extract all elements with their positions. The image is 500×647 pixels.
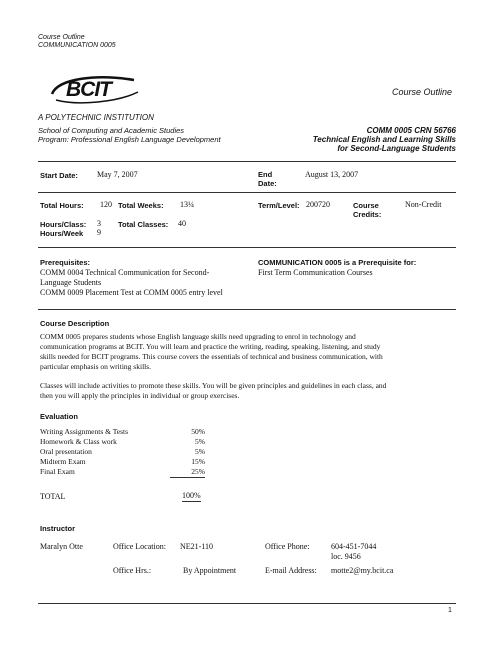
prerequisite-for-label: COMMUNICATION 0005 is a Prerequisite for: (258, 258, 417, 267)
course-credits-value: Non-Credit (405, 200, 442, 209)
school-name: School of Computing and Academic Studies (38, 126, 185, 135)
description-p1-line-2: communication programs at BCIT. You will learn and practice the writing, reading, speaking, listening, and study (40, 342, 381, 351)
description-p2-line-2: then you will apply the principles in individual or group exercises. (40, 391, 240, 400)
course-credits-label-2: Credits: (353, 210, 382, 219)
doc-title: Course Outline (392, 87, 453, 97)
logo-tagline: A POLYTECHNIC INSTITUTION (38, 113, 154, 122)
logo-text: BCIT (66, 78, 111, 101)
evaluation-values (170, 427, 205, 478)
office-hours-label: Office Hrs.: (113, 566, 152, 575)
start-date-label: Start Date: (40, 171, 78, 180)
course-title-line1: Technical English and Learning Skills (312, 135, 456, 144)
hours-rule (38, 247, 456, 248)
running-header-course: COMMUNICATION 0005 (38, 42, 116, 49)
total-weeks-label: Total Weeks: (118, 201, 164, 210)
email-label: E-mail Address: (265, 566, 317, 575)
course-description-heading: Course Description (40, 319, 110, 328)
total-classes-label: Total Classes: (118, 220, 169, 229)
evaluation-item-value: 25% (170, 467, 205, 478)
hours-per-class-value: 3 (97, 219, 101, 228)
end-date-label-2: Date: (258, 179, 277, 188)
page-number: 1 (448, 607, 452, 614)
prerequisite-line-2: Language Students (40, 278, 102, 287)
total-hours-value: 120 (100, 200, 112, 209)
course-title-line2: for Second-Language Students (337, 144, 456, 153)
evaluation-total-label: TOTAL (40, 492, 66, 501)
office-location-label: Office Location: (113, 542, 166, 551)
running-header-title: Course Outline (38, 34, 85, 41)
hours-per-week-value: 9 (97, 228, 101, 237)
hours-per-week-label: Hours/Week (40, 229, 84, 238)
office-location-value: NE21-110 (180, 542, 214, 551)
course-code: COMM 0005 CRN 56766 (366, 126, 456, 135)
description-p1-line-4: particular emphasis on writing skills. (40, 362, 152, 371)
hours-per-class-label: Hours/Class: (40, 220, 87, 229)
footer-rule (38, 603, 456, 604)
course-credits-label-1: Course (353, 201, 379, 210)
prerequisites-label: Prerequisites: (40, 258, 91, 267)
term-level-value: 200720 (306, 200, 330, 209)
start-date-value: May 7, 2007 (97, 170, 138, 179)
evaluation-item-name: Homework & Class work (40, 437, 117, 446)
evaluation-heading: Evaluation (40, 412, 78, 421)
prerequisite-line-3: COMM 0009 Placement Test at COMM 0005 entry level (40, 288, 223, 297)
total-classes-value: 40 (178, 219, 186, 228)
evaluation-item-name: Midterm Exam (40, 457, 86, 466)
evaluation-item-name: Oral presentation (40, 447, 92, 456)
prerequisite-for-value: First Term Communication Courses (258, 268, 373, 277)
evaluation-names (40, 427, 170, 477)
description-p1-line-3: skills needed for BCIT programs. This course covers the essentials of technical and business communication, with (40, 352, 383, 361)
dates-rule (38, 192, 456, 193)
description-p2-line-1: Classes will include activities to promote these skills. You will be given principles and guidelines in each class, and (40, 381, 387, 390)
evaluation-total-value: 100% (182, 491, 201, 500)
evaluation-item-value: 15% (191, 457, 205, 466)
term-level-label: Term/Level: (258, 201, 300, 210)
program-name: Program: Professional English Language Development (38, 135, 221, 144)
total-hours-label: Total Hours: (40, 201, 84, 210)
header-rule (38, 161, 456, 162)
description-p1-line-1: COMM 0005 prepares students whose English language skills need upgrading to enrol in technology and (40, 332, 356, 341)
office-phone-value: 604-451-7044 (331, 542, 377, 551)
office-phone-extension: loc. 9456 (331, 552, 361, 561)
total-weeks-value: 13¼ (180, 200, 194, 209)
instructor-name: Maralyn Otte (40, 542, 83, 551)
end-date-label-1: End (258, 170, 273, 179)
bcit-logo (38, 72, 150, 108)
prereq-rule (38, 309, 456, 310)
office-phone-label: Office Phone: (265, 542, 310, 551)
evaluation-item-value: 50% (191, 427, 205, 436)
evaluation-item-name: Writing Assignments & Tests (40, 427, 128, 436)
evaluation-item-value: 5% (195, 437, 205, 446)
office-hours-value: By Appointment (183, 566, 237, 575)
instructor-heading: Instructor (40, 524, 76, 533)
evaluation-item-value: 5% (195, 447, 205, 456)
evaluation-item-name: Final Exam (40, 467, 75, 476)
email-value[interactable]: motte2@my.bcit.ca (331, 566, 394, 575)
end-date-value: August 13, 2007 (305, 170, 359, 179)
prerequisite-line-1: COMM 0004 Technical Communication for Second- (40, 268, 210, 277)
